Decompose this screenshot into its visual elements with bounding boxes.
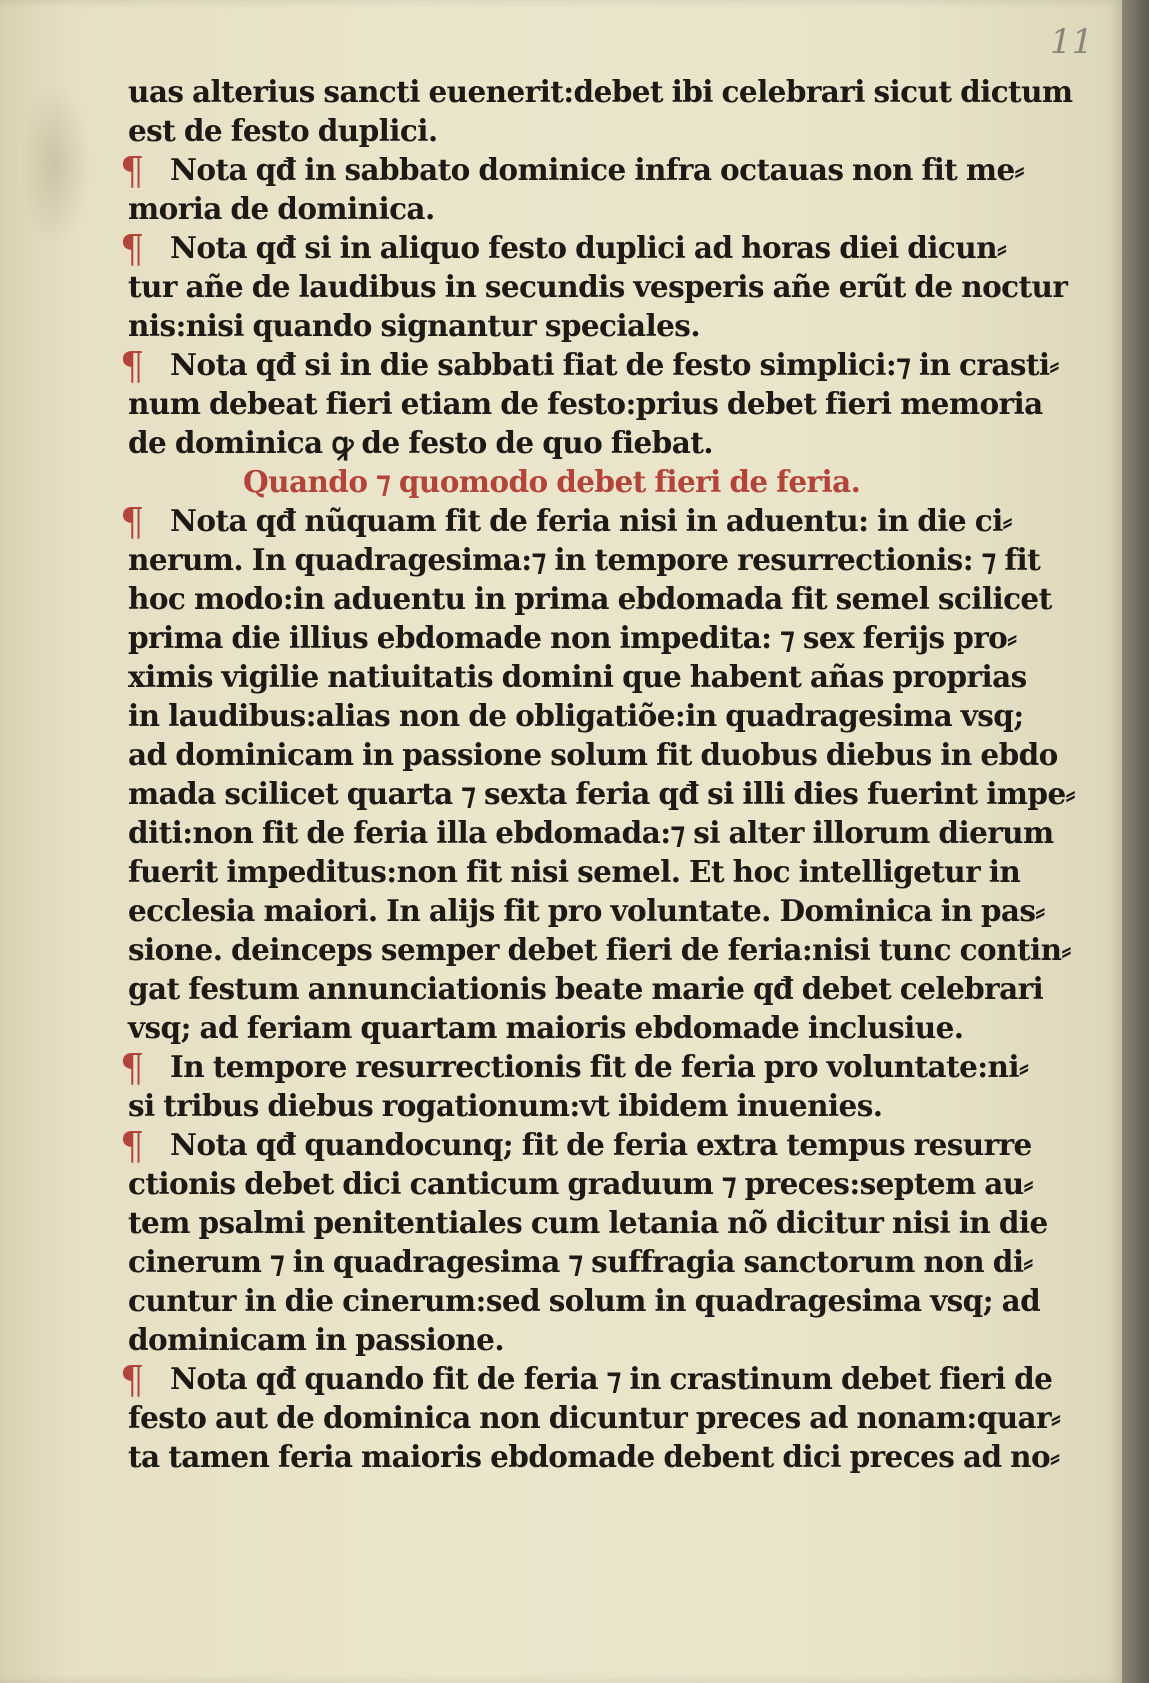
- line-text: Nota qđ quando fit de feria ⁊ in crastinum debet fieri de: [170, 1361, 1053, 1396]
- text-line: [128, 1242, 1058, 1281]
- text-line: [128, 540, 1058, 579]
- text-line: [128, 1203, 1058, 1242]
- pilcrow-mark: ¶: [120, 149, 144, 193]
- line-text: diti:non fit de feria illa ebdomada:⁊ si alter illorum dierum: [128, 815, 1054, 850]
- line-text: fuerit impeditus:non fit nisi semel. Et hoc intelligetur in: [128, 854, 1021, 889]
- text-line: [120, 149, 1058, 193]
- folio-number: 11: [1050, 22, 1094, 62]
- page-text: [120, 72, 1075, 1476]
- text-line: [128, 1164, 1058, 1203]
- line-text: mada scilicet quarta ⁊ sexta feria qđ si illi dies fuerint impe⸗: [128, 776, 1075, 811]
- paragraph: [120, 227, 1068, 345]
- text-line: [128, 384, 1058, 423]
- line-text: Nota qđ si in die sabbati fiat de festo simplici:⁊ in crasti⸗: [170, 347, 1059, 382]
- line-text: cinerum ⁊ in quadragesima ⁊ suffragia sanctorum non di⸗: [128, 1244, 1033, 1279]
- line-text: num debeat fieri etiam de festo:prius debet fieri memoria: [128, 386, 1043, 421]
- paragraph: [120, 500, 1075, 1047]
- pilcrow-mark: ¶: [120, 1358, 144, 1402]
- text-line: [128, 774, 1075, 813]
- paragraph: [128, 72, 1073, 150]
- line-text: ctionis debet dici canticum graduum ⁊ preces:septem au⸗: [128, 1166, 1033, 1201]
- text-line: [128, 735, 1058, 774]
- text-line: [128, 891, 1058, 930]
- line-text: tem psalmi penitentiales cum letania nõ dicitur nisi in die: [128, 1205, 1048, 1240]
- line-text: ad dominicam in passione solum fit duobus diebus in ebdo: [128, 737, 1058, 772]
- line-text: festo aut de dominica non dicuntur preces ad nonam:quar⸗: [128, 1400, 1061, 1435]
- line-text: gat festum annunciationis beate marie qđ debet celebrari: [128, 971, 1044, 1006]
- line-text: prima die illius ebdomade non impedita: ⁊ sex ferijs pro⸗: [128, 620, 1017, 655]
- text-line: [128, 969, 1058, 1008]
- line-text: dominicam in passione.: [128, 1322, 504, 1357]
- text-line: [128, 852, 1058, 891]
- text-line: [120, 227, 1058, 271]
- text-line: [120, 344, 1059, 388]
- line-text: In tempore resurrectionis fit de feria pro voluntate:ni⸗: [170, 1049, 1029, 1084]
- line-text: est de festo duplici.: [128, 113, 438, 148]
- line-text: Nota qđ nũquam fit de feria nisi in aduentu: in die ci⸗: [170, 503, 1012, 538]
- line-text: nerum. In quadragesima:⁊ in tempore resurrectionis: ⁊ fit: [128, 542, 1041, 577]
- text-line: [128, 930, 1071, 969]
- pilcrow-mark: ¶: [120, 1124, 144, 1168]
- line-text: hoc modo:in aduentu in prima ebdomada fit semel scilicet: [128, 581, 1052, 616]
- page-edge-shadow: [1122, 0, 1149, 1683]
- text-line: [128, 1086, 1058, 1125]
- text-line: [120, 500, 1058, 544]
- text-line: [120, 1046, 1058, 1090]
- text-line: [128, 306, 1058, 345]
- text-line: [128, 111, 1058, 150]
- text-line: [128, 423, 1058, 462]
- rubric-heading: Quando ⁊ quomodo debet fieri de feria.: [243, 464, 861, 499]
- line-text: cuntur in die cinerum:sed solum in quadragesima vsq; ad: [128, 1283, 1041, 1318]
- line-text: ecclesia maiori. In alijs fit pro voluntate. Dominica in pas⸗: [128, 893, 1045, 928]
- text-line: [128, 579, 1058, 618]
- water-stain: [20, 80, 90, 250]
- text-line: [128, 696, 1058, 735]
- pilcrow-mark: ¶: [120, 344, 144, 388]
- line-text: tur añe de laudibus in secundis vesperis añe erũt de noctur: [128, 269, 1068, 304]
- line-text: sione. deinceps semper debet fieri de feria:nisi tunc contin⸗: [128, 932, 1071, 967]
- text-line: [120, 1358, 1058, 1402]
- line-text: si tribus diebus rogationum:vt ibidem inuenies.: [128, 1088, 883, 1123]
- pilcrow-mark: ¶: [120, 227, 144, 271]
- text-line: [128, 618, 1058, 657]
- text-line: [128, 1398, 1061, 1437]
- line-text: nis:nisi quando signantur speciales.: [128, 308, 700, 343]
- text-line: [128, 1281, 1058, 1320]
- text-line: [128, 1437, 1058, 1476]
- paragraph: [120, 1124, 1058, 1359]
- text-line: [128, 189, 1058, 228]
- line-text: Nota qđ in sabbato dominice infra octauas non fit me⸗: [170, 152, 1024, 187]
- line-text: ta tamen feria maioris ebdomade debent dici preces ad no⸗: [128, 1439, 1060, 1474]
- pilcrow-mark: ¶: [120, 1046, 144, 1090]
- paragraph: [120, 1046, 1058, 1125]
- text-line: [128, 267, 1068, 306]
- paragraph: [120, 149, 1058, 228]
- text-line: [128, 657, 1058, 696]
- line-text: Nota qđ quandocunq; fit de feria extra tempus resurre: [170, 1127, 1032, 1162]
- line-text: in laudibus:alias non de obligatiõe:in quadragesima vsq;: [128, 698, 1024, 733]
- text-line: [120, 1124, 1058, 1168]
- text-line: [128, 1320, 1058, 1359]
- line-text: Nota qđ si in aliquo festo duplici ad horas diei dicun⸗: [170, 230, 1007, 265]
- paragraph: [120, 1358, 1061, 1476]
- text-line: [128, 72, 1073, 111]
- text-line: [128, 1008, 1058, 1047]
- paragraph: [120, 344, 1059, 462]
- text-line: [128, 813, 1058, 852]
- pilcrow-mark: ¶: [120, 500, 144, 544]
- line-text: uas alterius sancti euenerit:debet ibi celebrari sicut dictum: [128, 74, 1073, 109]
- line-text: vsq; ad feriam quartam maioris ebdomade inclusiue.: [128, 1010, 964, 1045]
- line-text: de dominica ꝙ de festo de quo fiebat.: [128, 425, 713, 460]
- line-text: moria de dominica.: [128, 191, 435, 226]
- line-text: ximis vigilie natiuitatis domini que habent añas proprias: [128, 659, 1027, 694]
